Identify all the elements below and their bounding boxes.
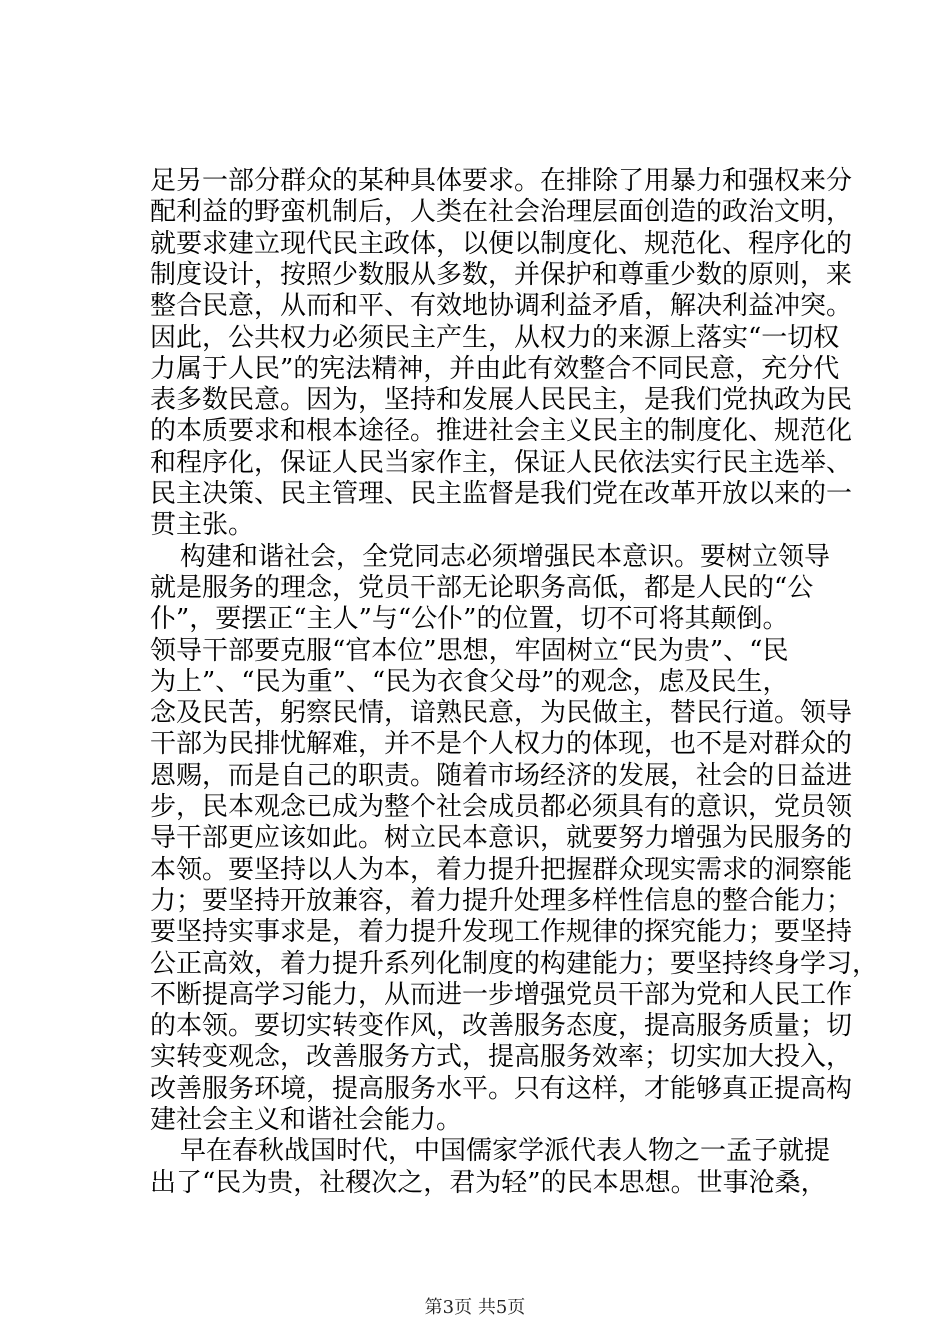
paragraph-line: 实转变观念，改善服务方式，提高服务效率；切实加大投入， xyxy=(150,1042,853,1073)
paragraph-line: 不断提高学习能力，从而进一步增强党员干部为党和人民工作 xyxy=(150,979,853,1010)
paragraph-line: 力；要坚持开放兼容，着力提升处理多样性信息的整合能力； xyxy=(150,885,853,916)
paragraph-line: 导干部更应该如此。树立民本意识，就要努力增强为民服务的 xyxy=(150,823,853,854)
paragraph-line: 公正高效，着力提升系列化制度的构建能力；要坚持终身学习， xyxy=(150,948,879,979)
paragraph-line: 贯主张。 xyxy=(150,510,255,541)
paragraph-line: 建社会主义和谐社会能力。 xyxy=(150,1105,463,1135)
paragraph-line: 配利益的野蛮机制后，人类在社会治理层面创造的政治文明， xyxy=(150,197,853,228)
paragraph-line: 制度设计，按照少数服从多数，并保护和尊重少数的原则，来 xyxy=(150,259,853,290)
paragraph-line: 出了“民为贵，社稷次之，君为轻”的民本思想。世事沧桑， xyxy=(150,1167,827,1198)
paragraph-line: 的本质要求和根本途径。推进社会主义民主的制度化、规范化 xyxy=(150,416,853,447)
paragraph-line: 恩赐，而是自己的职责。随着市场经济的发展，社会的日益进 xyxy=(150,760,853,791)
paragraph-line: 仆”，要摆正“主人”与“公仆”的位置，切不可将其颠倒。 xyxy=(150,604,789,635)
paragraph-line: 力属于人民”的宪法精神，并由此有效整合不同民意，充分代 xyxy=(150,353,840,384)
paragraph-line: 民主决策、民主管理、民主监督是我们党在改革开放以来的一 xyxy=(150,479,853,509)
paragraph-line: 表多数民意。因为，坚持和发展人民民主，是我们党执政为民 xyxy=(150,385,853,416)
paragraph-line: 领导干部要克服“官本位”思想，牢固树立“民为贵”、“民 xyxy=(150,635,789,666)
paragraph-line: 念及民苦，躬察民情，谙熟民意，为民做主，替民行道。领导 xyxy=(150,698,853,729)
paragraph-line: 改善服务环境，提高服务水平。只有这样，才能够真正提高构 xyxy=(150,1073,853,1104)
paragraph-line: 要坚持实事求是，着力提升发现工作规律的探究能力；要坚持 xyxy=(150,917,853,948)
paragraph-line: 因此，公共权力必须民主产生，从权力的来源上落实“一切权 xyxy=(150,322,840,353)
page-footer: 第3页 共5页 xyxy=(424,1297,526,1318)
paragraph-line: 的本领。要切实转变作风，改善服务态度，提高服务质量；切 xyxy=(150,1011,853,1042)
paragraph-line: 本领。要坚持以人为本，着力提升把握群众现实需求的洞察能 xyxy=(150,854,853,885)
paragraph-line: 足另一部分群众的某种具体要求。在排除了用暴力和强权来分 xyxy=(150,166,853,196)
paragraph-line: 就要求建立现代民主政体，以便以制度化、规范化、程序化的 xyxy=(150,228,853,259)
paragraph-line: 早在春秋战国时代，中国儒家学派代表人物之一孟子就提 xyxy=(180,1136,831,1167)
paragraph-line: 为上”、“民为重”、“民为衣食父母”的观念，虑及民生， xyxy=(150,666,789,697)
paragraph-line: 整合民意，从而和平、有效地协调利益矛盾，解决利益冲突。 xyxy=(150,291,853,322)
paragraph-line: 和程序化，保证人民当家作主，保证人民依法实行民主选举、 xyxy=(150,447,853,478)
paragraph-line: 构建和谐社会，全党同志必须增强民本意识。要树立领导 xyxy=(180,541,831,572)
paragraph-line: 就是服务的理念，党员干部无论职务高低，都是人民的“公 xyxy=(150,572,814,603)
paragraph-line: 干部为民排忧解难，并不是个人权力的体现，也不是对群众的 xyxy=(150,729,853,760)
paragraph-line: 步，民本观念已成为整个社会成员都必须具有的意识，党员领 xyxy=(150,792,853,822)
